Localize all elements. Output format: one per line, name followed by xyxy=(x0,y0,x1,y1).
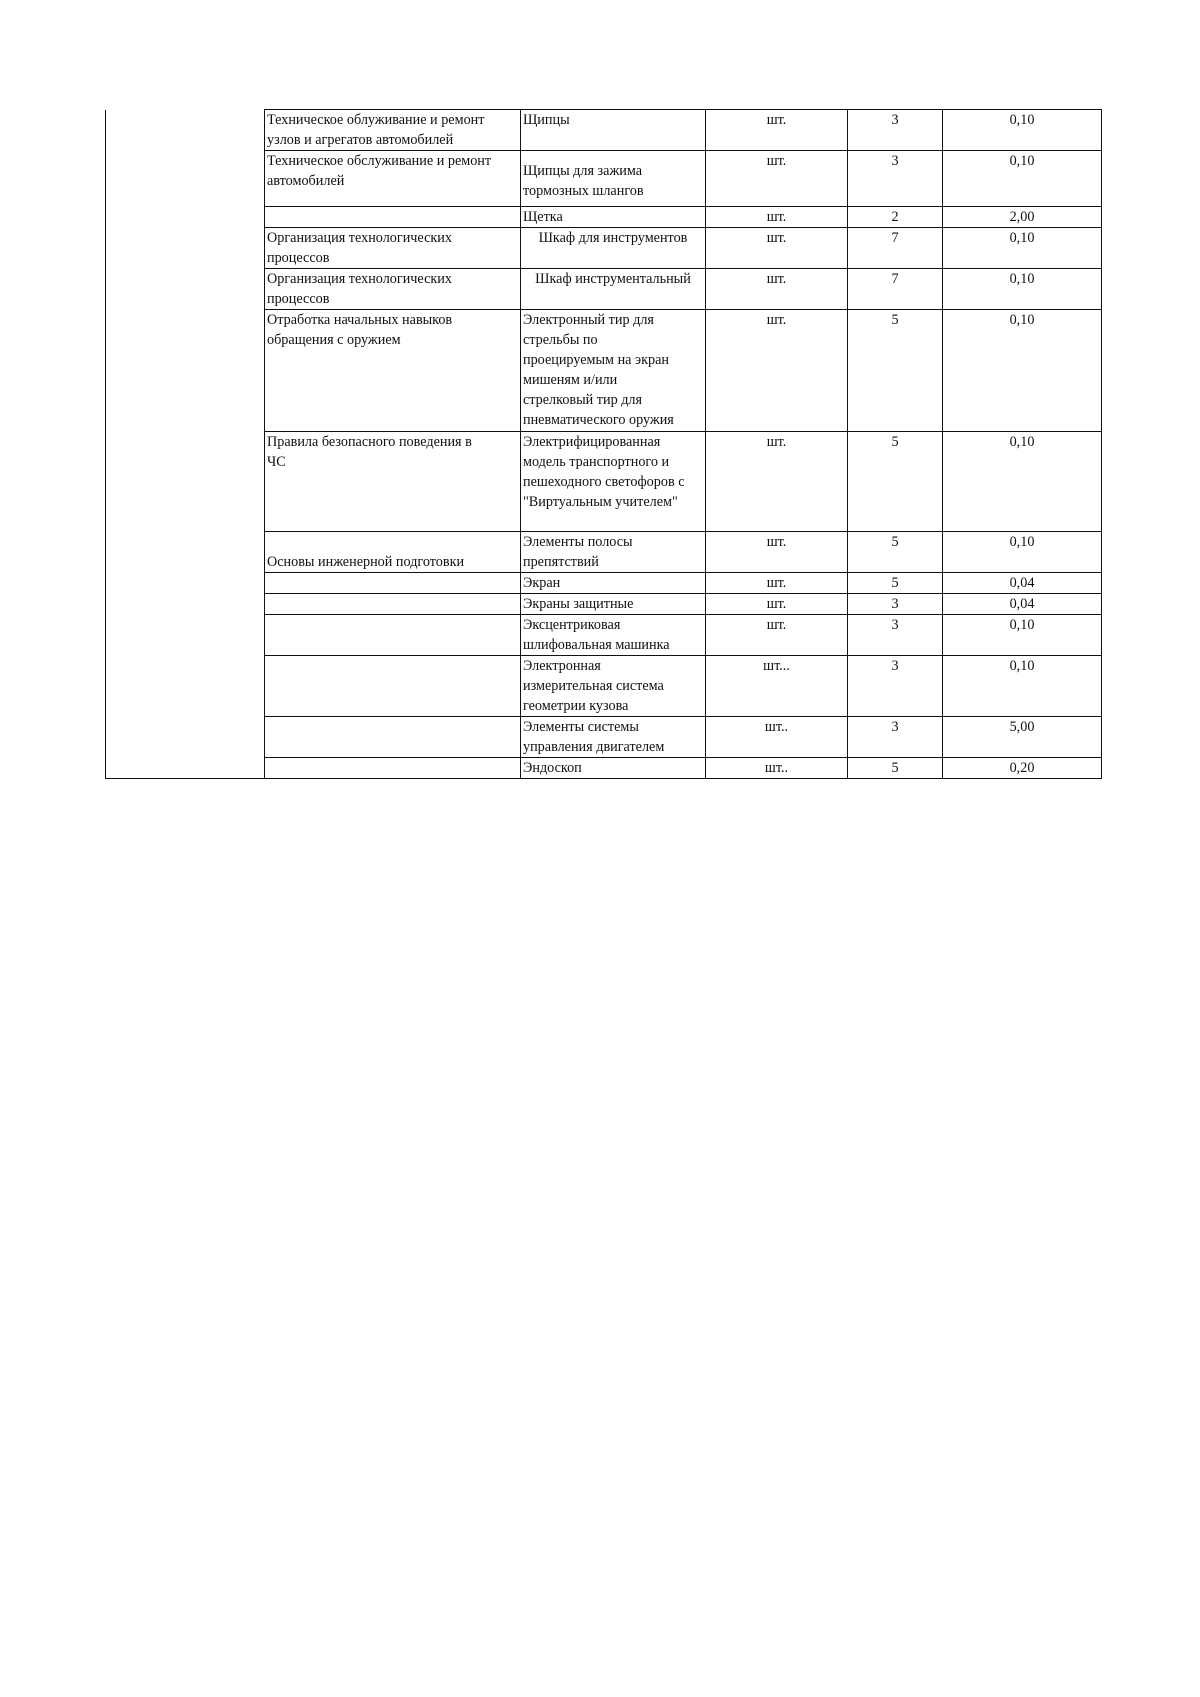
item-text: "Виртуальным учителем" xyxy=(523,494,678,510)
quantity-cell: 7 xyxy=(848,269,943,310)
section-text: узлов и агрегатов автомобилей xyxy=(267,132,454,148)
section-cell xyxy=(265,717,521,758)
section-text: Отработка начальных навыков xyxy=(267,312,453,328)
section-cell xyxy=(265,432,521,532)
item-text: Электронный тир для xyxy=(523,312,654,328)
section-cell xyxy=(265,151,521,207)
item-text: Элементы полосы xyxy=(523,534,633,550)
section-text: Организация технологических xyxy=(267,230,452,246)
item-text: Шкаф инструментальный xyxy=(535,271,691,287)
item-text: Электрифицированная xyxy=(523,434,661,450)
unit-cell: шт. xyxy=(706,573,848,594)
rate-cell: 0,10 xyxy=(943,656,1102,717)
section-text: процессов xyxy=(267,291,330,307)
rate-cell: 0,10 xyxy=(943,269,1102,310)
section-text: процессов xyxy=(267,250,330,266)
item-name-cell xyxy=(521,532,706,573)
section-cell xyxy=(265,615,521,656)
item-text: геометрии кузова xyxy=(523,698,629,714)
section-text: обращения с оружием xyxy=(267,332,401,348)
section-text: автомобилей xyxy=(267,173,345,189)
quantity-cell: 3 xyxy=(848,594,943,615)
section-text: Техническое облуживание и ремонт xyxy=(267,112,485,128)
unit-cell: шт. xyxy=(706,615,848,656)
section-text: Основы инженерной подготовки xyxy=(267,554,465,570)
section-cell xyxy=(265,532,521,573)
quantity-cell: 5 xyxy=(848,573,943,594)
rate-cell: 0,10 xyxy=(943,310,1102,432)
item-name-cell xyxy=(521,151,706,207)
section-text: Техническое обслуживание и ремонт xyxy=(267,153,492,169)
quantity-cell: 7 xyxy=(848,228,943,269)
quantity-cell: 3 xyxy=(848,615,943,656)
item-text: Щипцы для зажима xyxy=(523,163,643,179)
item-name-cell xyxy=(521,717,706,758)
item-text: пневматического оружия xyxy=(523,412,674,428)
section-text: Правила безопасного поведения в xyxy=(267,434,472,450)
item-text: тормозных шлангов xyxy=(523,183,644,199)
item-text: препятствий xyxy=(523,554,599,570)
equipment-table-body xyxy=(106,110,1102,779)
rate-cell: 2,00 xyxy=(943,207,1102,228)
item-text: Электронная xyxy=(523,658,601,674)
rate-cell: 5,00 xyxy=(943,717,1102,758)
section-cell xyxy=(265,656,521,717)
rate-cell: 0,10 xyxy=(943,151,1102,207)
quantity-cell: 3 xyxy=(848,656,943,717)
unit-cell: шт. xyxy=(706,310,848,432)
unit-cell: шт. xyxy=(706,228,848,269)
unit-cell: шт.. xyxy=(706,717,848,758)
item-name-cell xyxy=(521,310,706,432)
unit-cell: шт. xyxy=(706,432,848,532)
item-name-cell xyxy=(521,432,706,532)
quantity-cell: 5 xyxy=(848,758,943,779)
section-cell xyxy=(265,110,521,151)
section-text: Организация технологических xyxy=(267,271,452,287)
section-text: ЧС xyxy=(267,454,286,470)
item-text: Щипцы xyxy=(523,112,570,128)
item-text: Экран xyxy=(523,575,561,591)
item-text: модель транспортного и xyxy=(523,454,670,470)
unit-cell: шт. xyxy=(706,594,848,615)
quantity-cell: 5 xyxy=(848,532,943,573)
unit-cell: шт. xyxy=(706,110,848,151)
item-text: Элементы системы xyxy=(523,719,639,735)
rate-cell: 0,04 xyxy=(943,573,1102,594)
item-text: Шкаф для инструментов xyxy=(538,230,688,246)
unit-cell: шт.. xyxy=(706,758,848,779)
quantity-cell: 2 xyxy=(848,207,943,228)
item-name-cell xyxy=(521,594,706,615)
section-cell xyxy=(265,594,521,615)
item-text: проецируемым на экран xyxy=(523,352,669,368)
unit-cell: шт. xyxy=(706,532,848,573)
item-name-cell xyxy=(521,207,706,228)
item-text: управления двигателем xyxy=(523,739,665,755)
section-cell xyxy=(265,758,521,779)
item-name-cell xyxy=(521,615,706,656)
item-text: шлифовальная машинка xyxy=(523,637,670,653)
rate-cell: 0,20 xyxy=(943,758,1102,779)
rate-cell: 0,10 xyxy=(943,228,1102,269)
item-name-cell xyxy=(521,656,706,717)
rate-cell: 0,04 xyxy=(943,594,1102,615)
section-cell xyxy=(265,573,521,594)
unit-cell: шт. xyxy=(706,207,848,228)
item-text: Экраны защитные xyxy=(523,596,634,612)
section-cell xyxy=(265,207,521,228)
unit-cell: шт. xyxy=(706,151,848,207)
rate-cell: 0,10 xyxy=(943,615,1102,656)
section-cell xyxy=(265,310,521,432)
item-name-cell xyxy=(521,269,706,310)
table-row xyxy=(106,110,1102,151)
equipment-table xyxy=(105,109,1102,779)
item-text: пешеходного светофоров с xyxy=(523,474,685,490)
item-name-cell xyxy=(521,110,706,151)
quantity-cell: 3 xyxy=(848,151,943,207)
item-text: Эндоскоп xyxy=(523,760,582,776)
unit-cell: шт... xyxy=(706,656,848,717)
item-text: стрелковый тир для xyxy=(523,392,643,408)
item-name-cell xyxy=(521,758,706,779)
item-text: Щетка xyxy=(523,209,563,225)
rate-cell: 0,10 xyxy=(943,110,1102,151)
item-name-cell xyxy=(521,228,706,269)
left-blank-column xyxy=(106,110,265,779)
item-name-cell xyxy=(521,573,706,594)
item-text: измерительная система xyxy=(523,678,664,694)
item-text: Эксцентриковая xyxy=(523,617,621,633)
section-cell xyxy=(265,228,521,269)
rate-cell: 0,10 xyxy=(943,432,1102,532)
item-text: стрельбы по xyxy=(523,332,598,348)
quantity-cell: 3 xyxy=(848,110,943,151)
rate-cell: 0,10 xyxy=(943,532,1102,573)
item-text: мишеням и/или xyxy=(523,372,618,388)
section-cell xyxy=(265,269,521,310)
unit-cell: шт. xyxy=(706,269,848,310)
quantity-cell: 5 xyxy=(848,432,943,532)
quantity-cell: 5 xyxy=(848,310,943,432)
quantity-cell: 3 xyxy=(848,717,943,758)
